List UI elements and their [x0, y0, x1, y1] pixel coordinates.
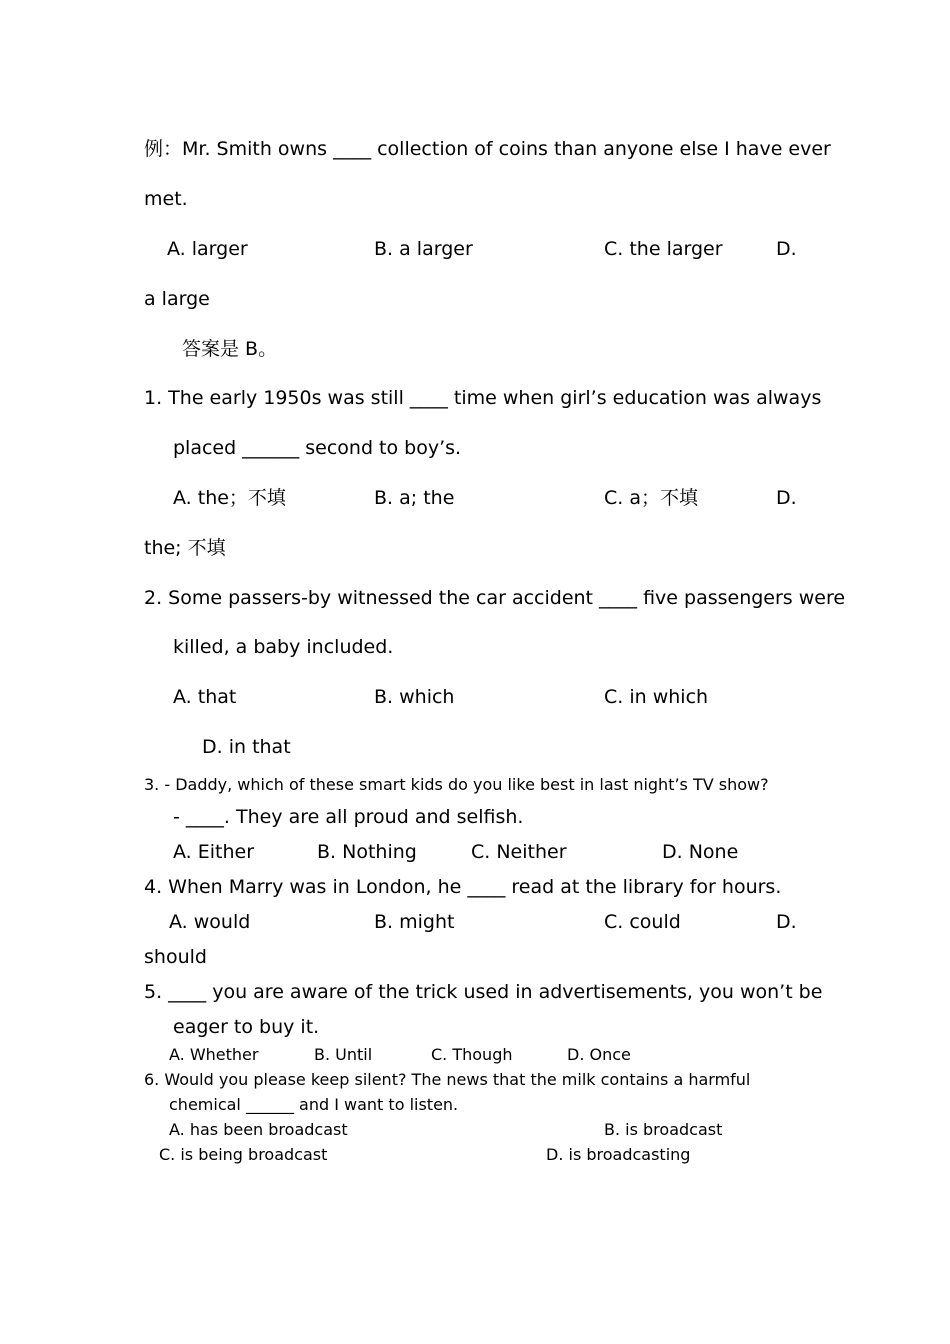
- q3-line2: - ____. They are all proud and selfish.: [173, 806, 524, 828]
- example-option-d-text: a large: [144, 288, 210, 310]
- q4-option-d: D.: [776, 911, 797, 933]
- example-option-c: C. the larger: [604, 238, 723, 260]
- q1-line1: 1. The early 1950s was still ____ time when girl’s education was always: [144, 387, 822, 409]
- q4-option-d-text: should: [144, 946, 207, 968]
- q2-option-b: B. which: [374, 686, 455, 708]
- q6-line2: chemical ______ and I want to listen.: [169, 1095, 459, 1114]
- q3-option-b: B. Nothing: [317, 841, 417, 863]
- q4-option-b: B. might: [374, 911, 455, 933]
- q1-line2: placed ______ second to boy’s.: [173, 437, 462, 459]
- q1-option-c: C. a；不填: [604, 487, 698, 509]
- q6-option-b: B. is broadcast: [604, 1120, 723, 1139]
- example-answer: 答案是 B。: [182, 338, 278, 360]
- q1-option-b: B. a; the: [374, 487, 455, 509]
- example-question-line1: 例：Mr. Smith owns ____ collection of coins than anyone else I have ever: [144, 138, 831, 160]
- q1-option-d: D.: [776, 487, 797, 509]
- q6-option-c: C. is being broadcast: [159, 1145, 328, 1164]
- q4-option-c: C. could: [604, 911, 681, 933]
- q2-option-a: A. that: [173, 686, 237, 708]
- example-option-b: B. a larger: [374, 238, 473, 260]
- q6-option-d: D. is broadcasting: [546, 1145, 691, 1164]
- q1-option-a: A. the；不填: [173, 487, 286, 509]
- q5-line1: 5. ____ you are aware of the trick used in advertisements, you won’t be: [144, 981, 823, 1003]
- q3-option-d: D. None: [662, 841, 739, 863]
- q5-option-c: C. Though: [431, 1045, 513, 1064]
- q3-line1: 3. - Daddy, which of these smart kids do you like best in last night’s TV show?: [144, 775, 769, 794]
- example-question-line2: met.: [144, 188, 188, 210]
- q5-option-d: D. Once: [567, 1045, 631, 1064]
- q2-line1: 2. Some passers-by witnessed the car accident ____ five passengers were: [144, 587, 846, 609]
- q5-line2: eager to buy it.: [173, 1016, 320, 1038]
- example-option-a: A. larger: [167, 238, 248, 260]
- q2-line2: killed, a baby included.: [173, 636, 394, 658]
- q6-option-a: A. has been broadcast: [169, 1120, 348, 1139]
- q5-option-a: A. Whether: [169, 1045, 259, 1064]
- q2-option-d: D. in that: [202, 736, 291, 758]
- q6-line1: 6. Would you please keep silent? The news that the milk contains a harmful: [144, 1070, 751, 1089]
- q1-option-d-text: the; 不填: [144, 537, 226, 559]
- q4-option-a: A. would: [169, 911, 251, 933]
- example-option-d: D.: [776, 238, 797, 260]
- q3-option-c: C. Neither: [471, 841, 567, 863]
- q5-option-b: B. Until: [314, 1045, 373, 1064]
- q2-option-c: C. in which: [604, 686, 709, 708]
- q4-line1: 4. When Marry was in London, he ____ read at the library for hours.: [144, 876, 782, 898]
- q3-option-a: A. Either: [173, 841, 255, 863]
